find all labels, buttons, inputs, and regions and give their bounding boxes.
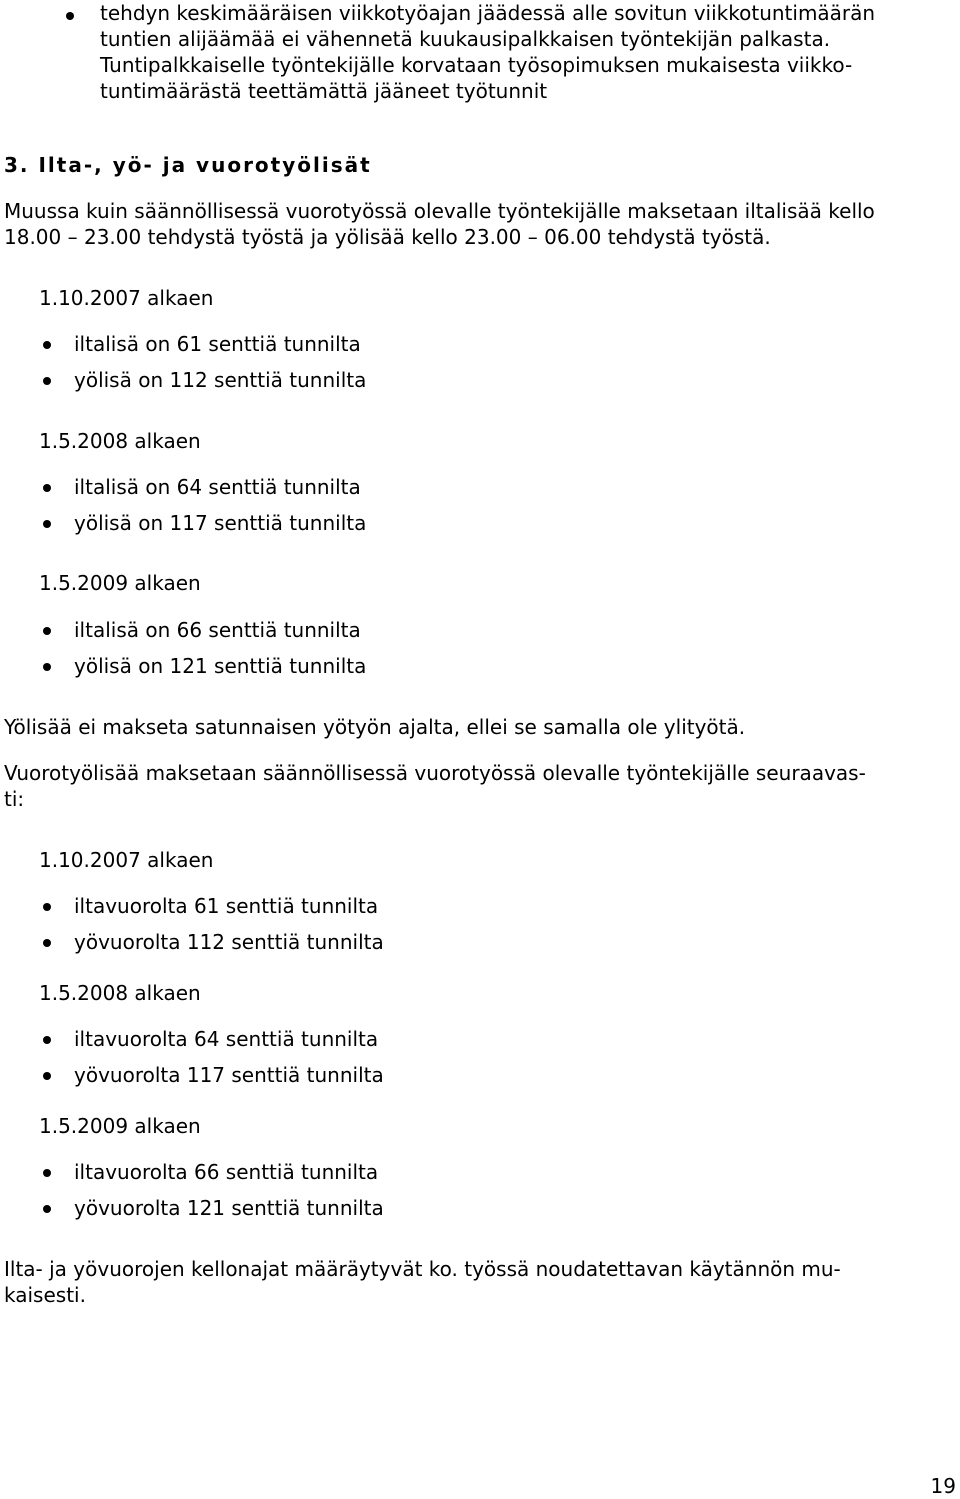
list-item: yölisä on 121 senttiä tunnilta: [39, 653, 539, 679]
text-line: kaisesti.: [4, 1283, 86, 1307]
text-line: Vuorotyölisää maksetaan säännöllisessä vuorotyössä olevalle työntekijälle seuraavas-: [4, 761, 866, 785]
list-item: iltalisä on 61 senttiä tunnilta: [39, 331, 539, 357]
section-intro-paragraph: [4, 198, 954, 250]
list-item: yövuorolta 112 senttiä tunnilta: [39, 929, 539, 955]
text-line: Muussa kuin säännöllisessä vuorotyössä olevalle työntekijälle maksetaan iltalisää kello: [4, 199, 875, 223]
text-line: tehdyn keskimääräisen viikkotyöajan jäädessä alle sovitun viikkotuntimäärän: [100, 1, 876, 25]
list-item: yövuorolta 121 senttiä tunnilta: [39, 1195, 539, 1221]
night-note: Yölisää ei makseta satunnaisen yötyön ajalta, ellei se samalla ole ylityötä.: [4, 715, 746, 739]
text-line: Tuntipalkkaiselle työntekijälle korvataan työsopimuksen mukaisesta viikko-: [100, 53, 853, 77]
list-item: iltavuorolta 61 senttiä tunnilta: [39, 893, 539, 919]
page-number: 19: [930, 1474, 956, 1498]
period-label: 1.10.2007 alkaen: [39, 286, 214, 310]
list-item: iltavuorolta 64 senttiä tunnilta: [39, 1026, 539, 1052]
list-item: iltalisä on 64 senttiä tunnilta: [39, 474, 539, 500]
intro-bullet-text: [100, 0, 950, 104]
shift-intro-paragraph: [4, 760, 954, 812]
period-label: 1.5.2009 alkaen: [39, 571, 201, 595]
list-item: iltalisä on 66 senttiä tunnilta: [39, 617, 539, 643]
period-label: 1.5.2009 alkaen: [39, 1114, 201, 1138]
text-line: tuntimäärästä teettämättä jääneet työtunnit: [100, 79, 548, 103]
list-item: yölisä on 112 senttiä tunnilta: [39, 367, 539, 393]
intro-bullet-marker: [62, 2, 78, 28]
list-item: yölisä on 117 senttiä tunnilta: [39, 510, 539, 536]
list-item: yövuorolta 117 senttiä tunnilta: [39, 1062, 539, 1088]
closing-paragraph: [4, 1256, 954, 1308]
period-label: 1.10.2007 alkaen: [39, 848, 214, 872]
text-line: Ilta- ja yövuorojen kellonajat määräytyvät ko. työssä noudatettavan käytännön mu-: [4, 1257, 841, 1281]
period-label: 1.5.2008 alkaen: [39, 429, 201, 453]
period-label: 1.5.2008 alkaen: [39, 981, 201, 1005]
text-line: ti:: [4, 787, 25, 811]
list-item: iltavuorolta 66 senttiä tunnilta: [39, 1159, 539, 1185]
text-line: tuntien alijäämää ei vähennetä kuukausipalkkaisen työntekijän palkasta.: [100, 27, 831, 51]
text-line: 18.00 – 23.00 tehdystä työstä ja yölisää kello 23.00 – 06.00 tehdystä työstä.: [4, 225, 771, 249]
section-heading: 3. Ilta-, yö- ja vuorotyölisät: [4, 153, 372, 177]
